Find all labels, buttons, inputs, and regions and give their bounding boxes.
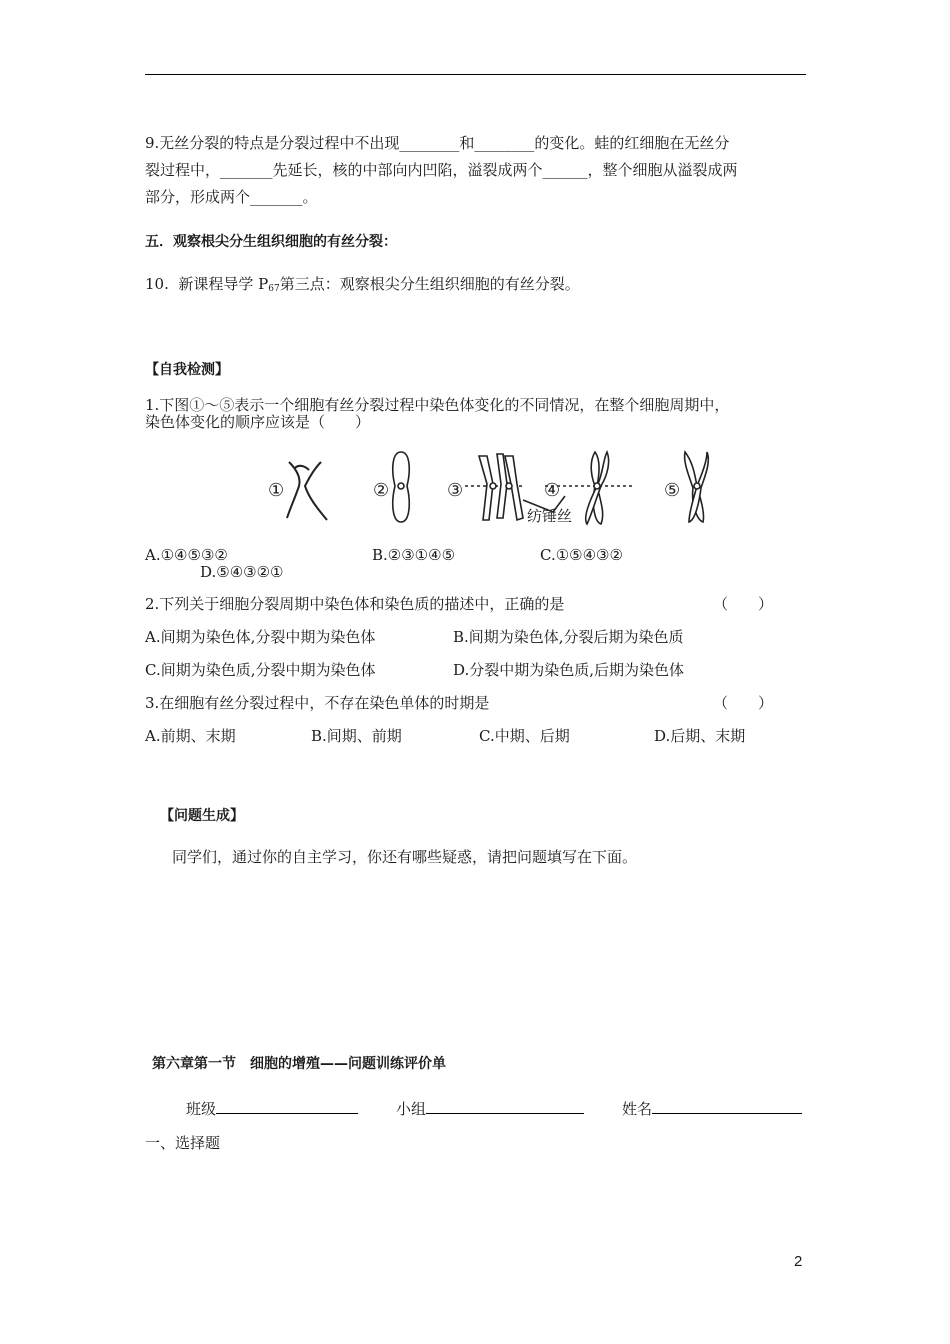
group-field — [396, 1097, 584, 1119]
question-gen-heading: 【问题生成】 — [160, 808, 244, 824]
q1-stem-line-1: 1.下图①～⑤表示一个细胞有丝分裂过程中染色体变化的不同情况，在整个细胞周期中， — [145, 396, 730, 414]
q3-answer-paren: （ ） — [713, 694, 774, 712]
figure-label-2: ② — [373, 480, 390, 501]
spindle-caption: 纺锤丝 — [527, 507, 573, 525]
q1-stem-line-2: 染色体变化的顺序应该是（ ） — [145, 413, 371, 431]
name-field — [622, 1097, 802, 1119]
chromosome-3 — [465, 454, 525, 520]
q3-stem: 3.在细胞有丝分裂过程中，不存在染色单体的时期是 — [145, 694, 490, 712]
q3-option-c: C.中期、后期 — [479, 727, 570, 745]
figure-label-4: ④ — [544, 480, 561, 501]
q2-option-c: C.间期为染色质,分裂中期为染色体 — [145, 661, 376, 679]
class-field — [186, 1097, 358, 1119]
chromosome-1 — [287, 462, 327, 520]
q9-line-2: 裂过程中，_______先延长，核的中部向内凹陷，溢裂成两个______，整个细胞从溢裂成两 — [145, 161, 738, 179]
class-label: 班级 — [186, 1100, 217, 1118]
q2-option-d: D.分裂中期为染色质,后期为染色体 — [453, 661, 685, 679]
q9-line-1: 9.无丝分裂的特点是分裂过程中不出现________和________的变化。蛙的红细胞在无丝分 — [145, 134, 730, 152]
page-number: 2 — [794, 1253, 803, 1270]
group-blank[interactable] — [426, 1097, 584, 1114]
q1-option-a: A.①④⑤③② — [145, 546, 228, 564]
q1-option-d: D.⑤④③②① — [200, 563, 284, 581]
chromosome-5 — [685, 452, 709, 522]
q9-line-3: 部分，形成两个_______。 — [145, 188, 318, 206]
name-blank[interactable] — [652, 1097, 802, 1114]
q3-option-b: B.间期、前期 — [311, 727, 402, 745]
q2-option-b: B.间期为染色体,分裂后期为染色质 — [453, 628, 684, 646]
q1-option-b: B.②③①④⑤ — [372, 546, 456, 564]
figure-label-5: ⑤ — [664, 480, 681, 501]
figure-label-1: ① — [268, 480, 285, 501]
q3-option-a: A.前期、末期 — [145, 727, 236, 745]
class-blank[interactable] — [216, 1097, 358, 1114]
q3-option-d: D.后期、末期 — [654, 727, 746, 745]
name-label: 姓名 — [622, 1100, 653, 1118]
section-5-heading: 五．观察根尖分生组织细胞的有丝分裂： — [145, 234, 397, 250]
self-test-heading: 【自我检测】 — [145, 362, 229, 378]
group-label: 小组 — [396, 1100, 427, 1118]
q2-answer-paren: （ ） — [713, 595, 774, 613]
q1-option-c: C.①⑤④③② — [540, 546, 623, 564]
chromosome-2 — [393, 452, 409, 522]
eval-sheet-title: 第六章第一节 细胞的增殖——问题训练评价单 — [152, 1056, 446, 1072]
chromosome-figure — [265, 448, 725, 530]
q2-stem: 2.下列关于细胞分裂周期中染色体和染色质的描述中，正确的是 — [145, 595, 565, 613]
header-rule — [145, 74, 806, 75]
question-gen-text: 同学们，通过你的自主学习，你还有哪些疑惑，请把问题填写在下面。 — [172, 848, 638, 866]
q2-option-a: A.间期为染色体,分裂中期为染色体 — [145, 628, 376, 646]
section-1-heading: 一、选择题 — [145, 1134, 221, 1152]
q10: 10. 新课程导学 $P_{67}$第三点：观察根尖分生组织细胞的有丝分裂。 — [145, 275, 580, 294]
figure-label-3: ③ — [447, 480, 464, 501]
